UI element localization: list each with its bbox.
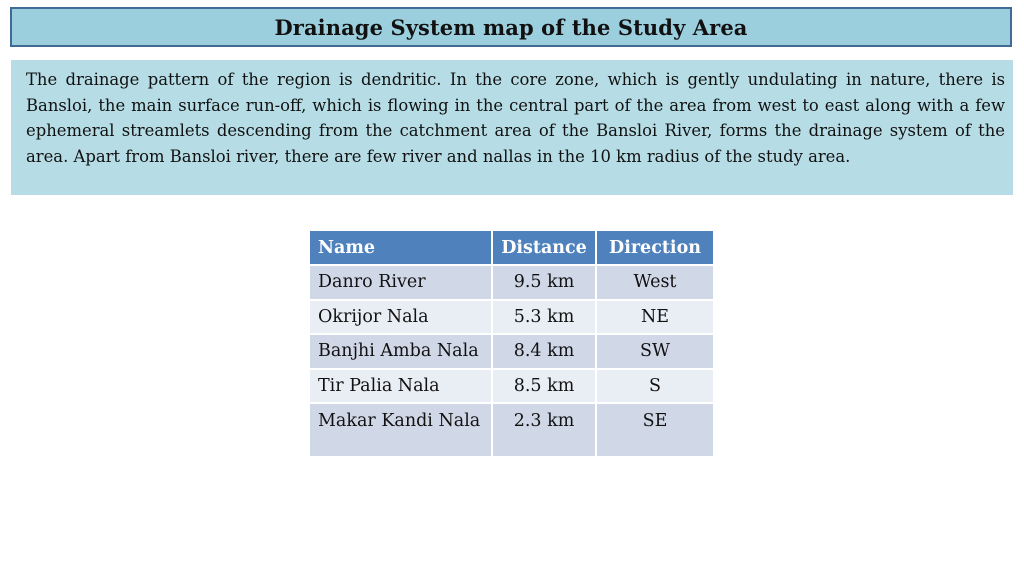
page-title: Drainage System map of the Study Area: [274, 14, 748, 40]
drainage-table: [310, 231, 713, 458]
table-row: [310, 404, 713, 458]
cell-distance: 8.5 km: [493, 370, 597, 405]
description-text: The drainage pattern of the region is dendritic. In the core zone, which is gently undulating in nature, there is Bansloi, the main surface run-off, which is flowing in the central part of the area from west to east along with a few ephemeral streamlets descending from the catchment area of the Bansloi River, forms the drainage system of the area. Apart from Bansloi river, there are few river and nallas in the 10 km radius of the study area.: [26, 70, 1005, 166]
cell-direction: West: [597, 266, 713, 301]
table-row: [310, 335, 713, 370]
cell-name: Danro River: [310, 266, 493, 301]
cell-name: Okrijor Nala: [310, 301, 493, 336]
cell-direction: SW: [597, 335, 713, 370]
cell-direction: NE: [597, 301, 713, 336]
cell-name: Makar Kandi Nala: [310, 404, 493, 458]
cell-distance: 5.3 km: [493, 301, 597, 336]
title-banner: [10, 7, 1012, 47]
cell-distance: 8.4 km: [493, 335, 597, 370]
table-header-row: [310, 231, 713, 266]
table-row: [310, 266, 713, 301]
header-name: Name: [310, 231, 493, 266]
header-direction: Direction: [597, 231, 713, 266]
cell-distance: 9.5 km: [493, 266, 597, 301]
cell-name: Tir Palia Nala: [310, 370, 493, 405]
cell-name: Banjhi Amba Nala: [310, 335, 493, 370]
cell-distance: 2.3 km: [493, 404, 597, 458]
header-distance: Distance: [493, 231, 597, 266]
table-row: [310, 301, 713, 336]
cell-direction: SE: [597, 404, 713, 458]
cell-direction: S: [597, 370, 713, 405]
table-row: [310, 370, 713, 405]
description-box: [11, 60, 1013, 195]
